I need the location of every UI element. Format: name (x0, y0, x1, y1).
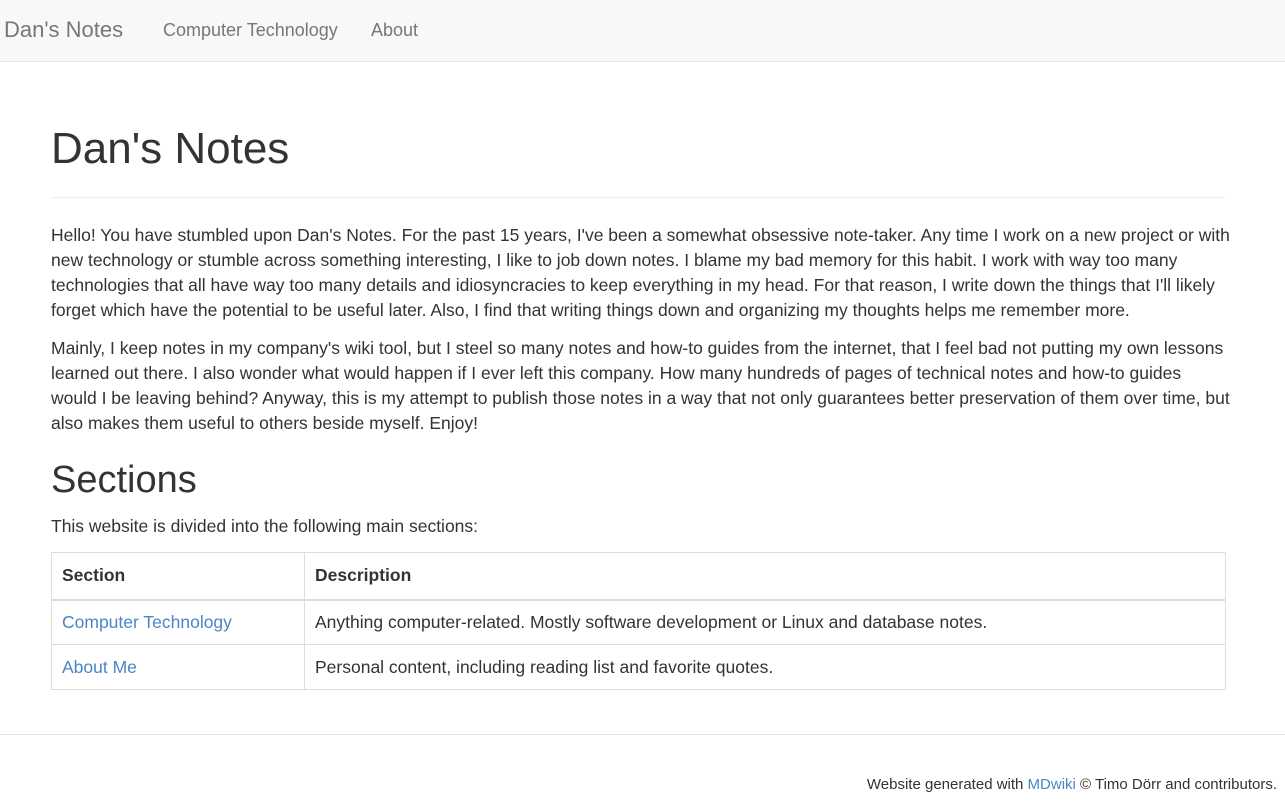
nav-link-about[interactable]: About (371, 20, 419, 40)
footer-divider (0, 734, 1285, 735)
section-link-about-me[interactable]: About Me (62, 656, 137, 677)
table-cell-section (52, 600, 305, 645)
top-navbar (0, 0, 1285, 62)
table-header-description: Description (305, 553, 1226, 600)
mdwiki-link[interactable]: MDwiki (1027, 776, 1076, 793)
table-cell-description: Anything computer-related. Mostly software development or Linux and database notes. (305, 600, 1226, 645)
table-cell-description: Personal content, including reading list and favorite quotes. (305, 645, 1226, 690)
nav-link-computer-technology[interactable]: Computer Technology (163, 20, 338, 40)
page-title: Dan's Notes (51, 124, 290, 173)
footer-prefix: Website generated with (866, 776, 1028, 793)
footer-suffix: © Timo Dörr and contributors. (1075, 776, 1277, 793)
footer (867, 775, 1277, 795)
intro-paragraph: Hello! You have stumbled upon Dan's Notes. For the past 15 years, I've been a somewhat obsessive note-taker. Any time I work on a new project or with new technology or stumble across something interesting, I like to job down notes. I blame my bad memory for this habit. I work with way too many technologies that all have way too many details and idiosyncracies to keep everything in my head. For that reason, I write down the things that I'll likely forget which have the potential to be useful later. Also, I find that writing things down and organizing my thoughts helps me remember more. (51, 225, 1230, 320)
table-cell-section (52, 645, 305, 690)
table-header-row (52, 553, 1226, 600)
section-link-computer-technology[interactable]: Computer Technology (62, 611, 232, 632)
second-paragraph: Mainly, I keep notes in my company's wiki tool, but I steel so many notes and how-to guides from the internet, that I feel bad not putting my own lessons learned out there. I also wonder what would happen if I ever left this company. How many hundreds of pages of technical notes and how-to guides would I be leaving behind? Anyway, this is my attempt to publish those notes in a way that not only guarantees better preservation of them over time, but also makes them useful to others beside myself. Enjoy! (51, 338, 1230, 433)
sections-intro: This website is divided into the following main sections: (51, 516, 479, 536)
brand-link[interactable]: Dan's Notes (4, 17, 124, 42)
table-header-section: Section (52, 553, 305, 600)
sections-heading: Sections (51, 459, 197, 501)
table-row (52, 600, 1226, 645)
table-row (52, 645, 1226, 690)
title-divider (51, 197, 1226, 198)
sections-table (51, 552, 1226, 690)
